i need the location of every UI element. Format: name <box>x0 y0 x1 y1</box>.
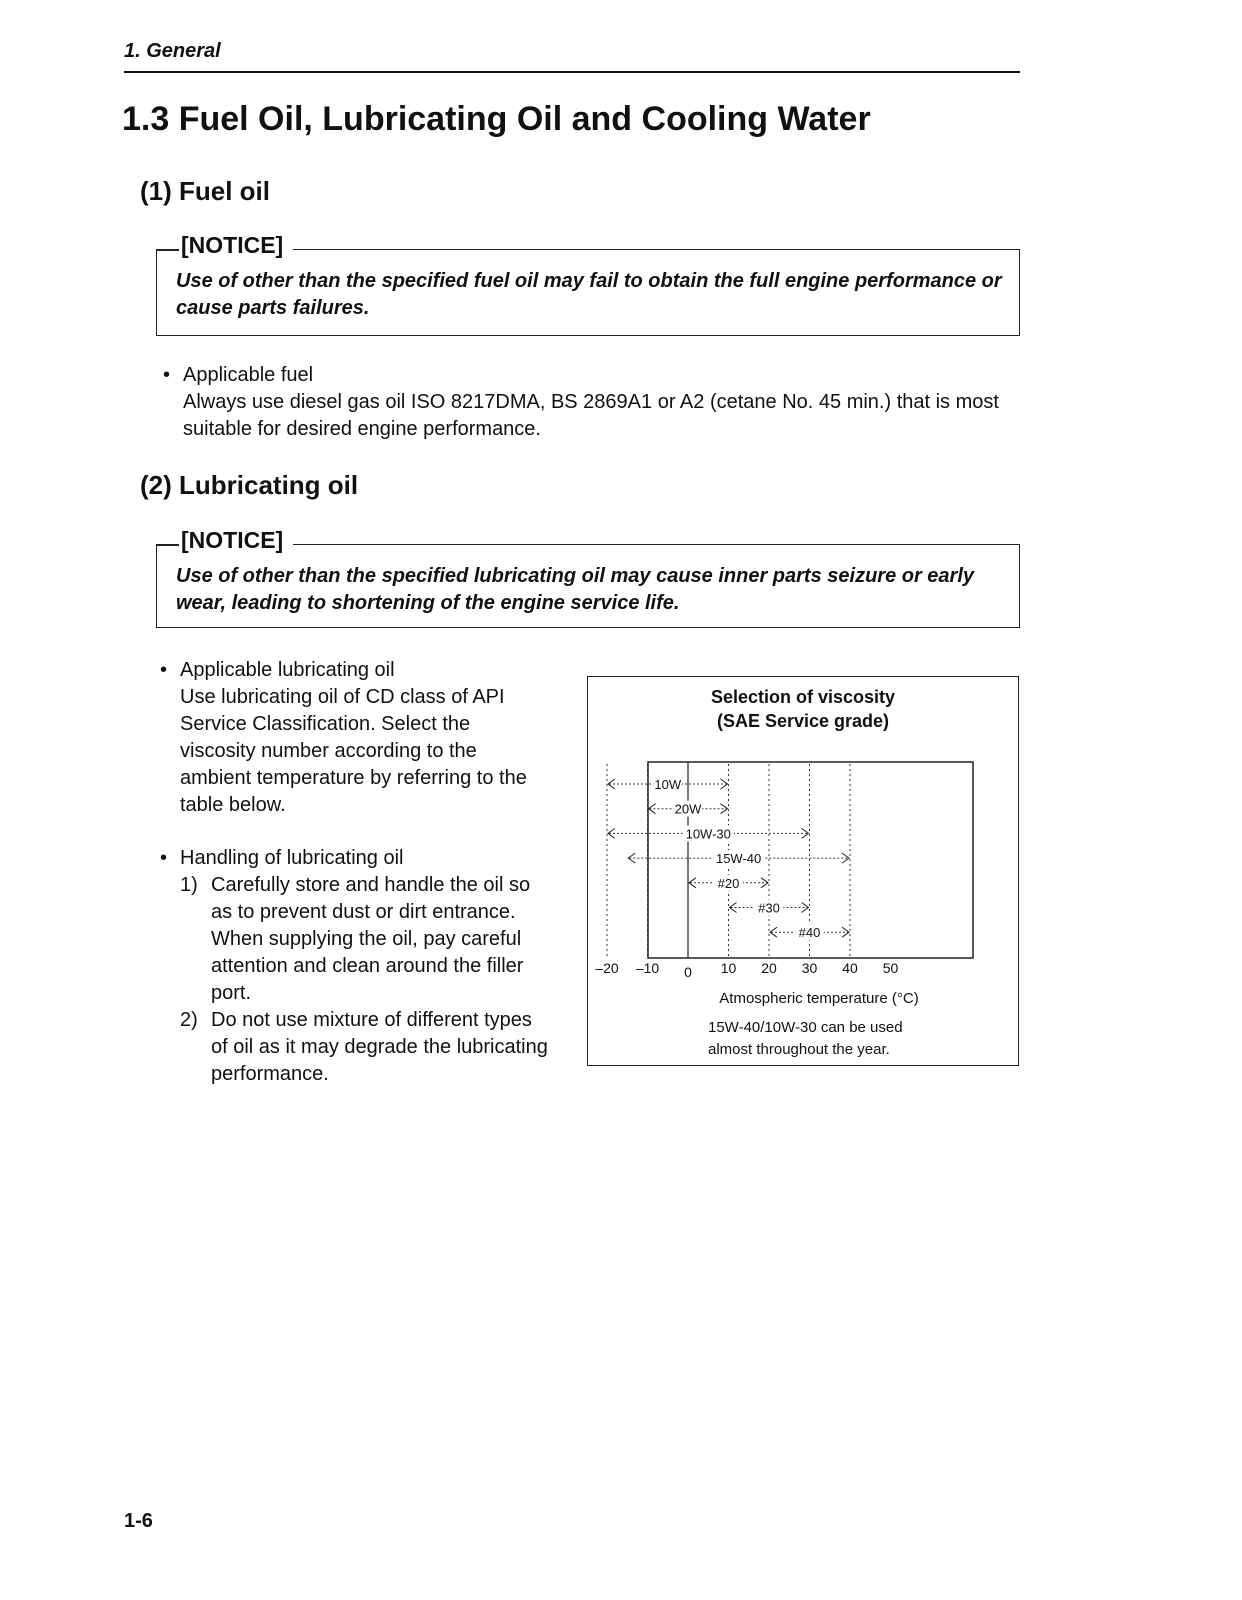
section-header: 1. General <box>124 40 221 62</box>
range-label: 20W <box>674 801 702 817</box>
handling-lubricating-oil-item <box>160 845 550 1088</box>
notice-label: [NOTICE] <box>173 232 293 259</box>
x-tick-label: 10 <box>720 960 737 976</box>
lubricating-oil-notice <box>156 527 1020 628</box>
notice-label: [NOTICE] <box>173 527 293 554</box>
chart-note: 15W-40/10W-30 can be used <box>708 1019 903 1036</box>
x-axis-label: Atmospheric temperature (°C) <box>719 990 919 1007</box>
range-label: 15W-40 <box>715 851 762 867</box>
x-tick-label: 20 <box>761 960 777 976</box>
step-number: 1) <box>180 874 198 896</box>
fuel-oil-notice <box>156 232 1020 336</box>
step-text: Carefully store and handle the oil so as to prevent dust or dirt entrance. When supplying the oil, pay careful attention and clean around the filler port. <box>211 874 531 1004</box>
notice-text: Use of other than the specified fuel oil may fail to obtain the full engine performance or cause parts failures. <box>176 270 1002 319</box>
x-tick-label: –10 <box>635 960 660 976</box>
step-number: 2) <box>180 1009 198 1031</box>
page-title: 1.3 Fuel Oil, Lubricating Oil and Cooling Water <box>122 100 871 138</box>
bullet: • <box>163 364 171 386</box>
handling-step-2 <box>180 1007 550 1088</box>
range-label: #20 <box>717 875 740 891</box>
applicable-lubricating-oil-item <box>160 657 550 819</box>
applicable-fuel-title: Applicable fuel <box>183 364 314 386</box>
fuel-oil-heading: (1) Fuel oil <box>140 176 270 206</box>
bullet: • <box>160 659 168 681</box>
x-tick-label: –20 <box>595 960 619 976</box>
viscosity-range-plot <box>588 677 1018 1065</box>
handling-title: Handling of lubricating oil <box>180 847 404 869</box>
x-tick-label: 40 <box>842 960 858 976</box>
x-tick-label: 50 <box>882 960 899 976</box>
range-label: #40 <box>798 925 821 941</box>
chart-title: Selection of viscosity <box>710 687 896 707</box>
range-label: 10W <box>654 777 682 792</box>
chart-subtitle: (SAE Service grade) <box>716 711 890 731</box>
header-rule <box>124 71 1020 73</box>
applicable-lubricating-oil-text: Use lubricating oil of CD class of API Service Classification. Select the viscosity number according to the ambient temperature by referring to the table below. <box>180 686 527 816</box>
chart-note: almost throughout the year. <box>708 1041 890 1058</box>
lubricating-oil-heading: (2) Lubricating oil <box>140 470 359 500</box>
notice-text: Use of other than the specified lubricating oil may cause inner parts seizure or early wear, leading to shortening of the engine service life. <box>176 565 975 614</box>
viscosity-chart <box>587 676 1019 1066</box>
x-tick-label: 0 <box>684 964 692 980</box>
page-number: 1-6 <box>124 1510 153 1532</box>
applicable-lubricating-oil-title: Applicable lubricating oil <box>180 659 395 681</box>
step-text: Do not use mixture of different types of oil as it may degrade the lubricating performance. <box>211 1009 548 1085</box>
x-tick-label: 30 <box>801 960 818 976</box>
handling-step-1 <box>180 872 550 1007</box>
range-label: #30 <box>758 900 780 916</box>
applicable-fuel-text: Always use diesel gas oil ISO 8217DMA, BS 2869A1 or A2 (cetane No. 45 min.) that is most suitable for desired engine performance. <box>183 391 999 440</box>
applicable-fuel-item <box>163 362 1023 443</box>
bullet: • <box>160 847 168 869</box>
range-label: 10W-30 <box>685 826 731 842</box>
